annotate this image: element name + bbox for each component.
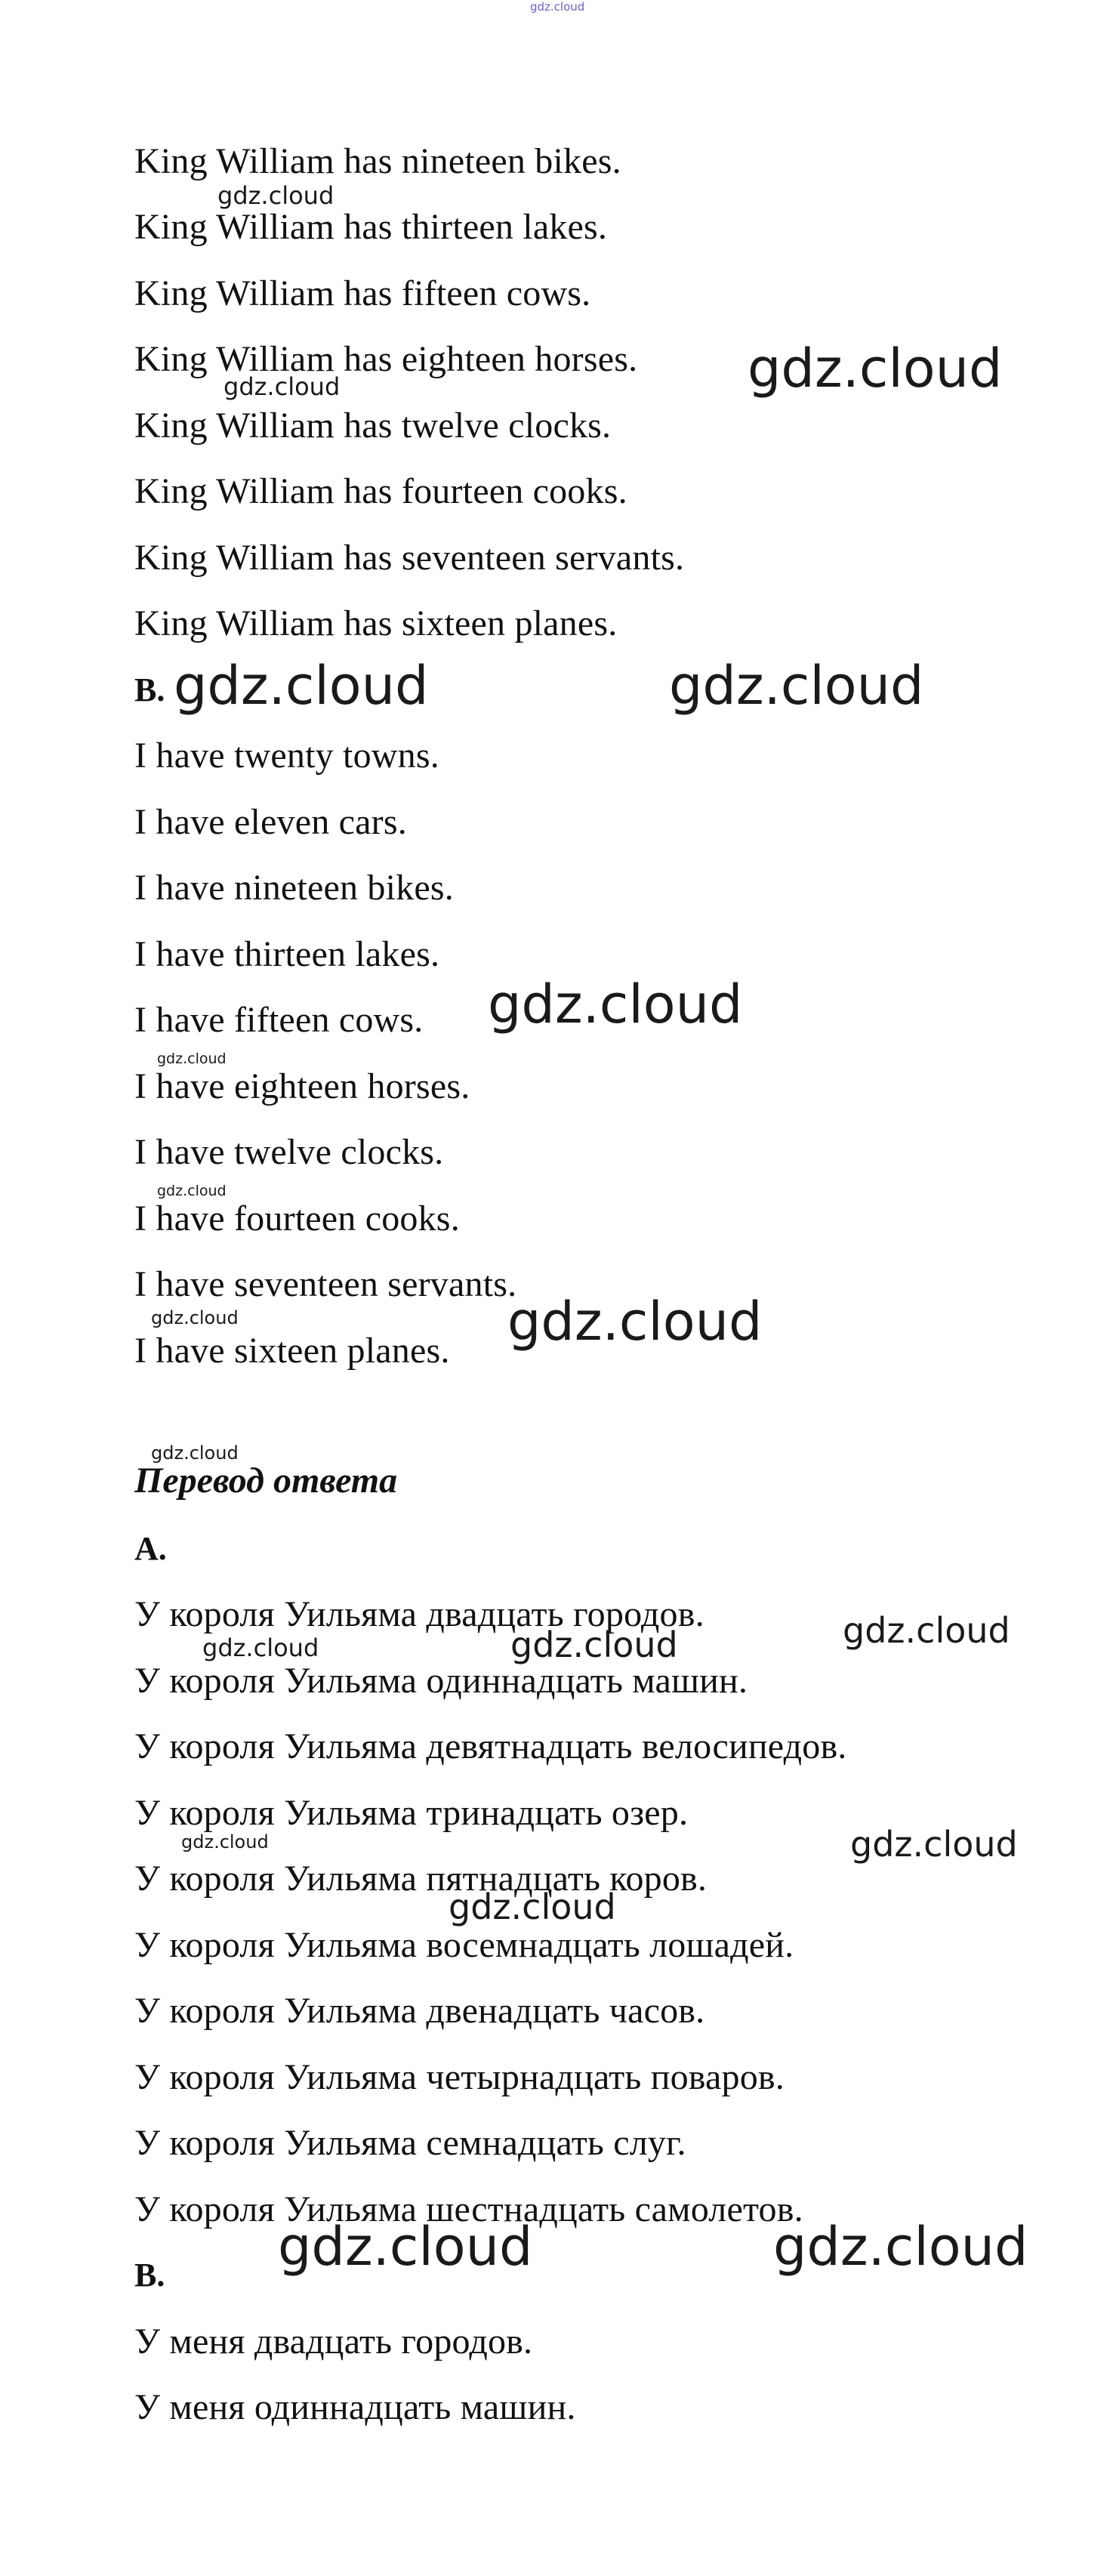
sentence-line: I have nineteen bikes. (134, 868, 454, 908)
watermark: gdz.cloud (157, 1050, 227, 1067)
sentence-line: King William has nineteen bikes. (134, 141, 621, 181)
watermark: gdz.cloud (449, 1886, 616, 1927)
translation-line: У короля Уильяма пятнадцать коров. (134, 1859, 708, 1899)
sentence-line: I have twelve clocks. (134, 1132, 444, 1172)
translation-title: Перевод ответа (134, 1461, 398, 1501)
sentence-line: King William has seventeen servants. (134, 538, 685, 578)
watermark: gdz.cloud (278, 2216, 533, 2278)
watermark: gdz.cloud (217, 181, 335, 210)
translation-line: У короля Уильяма одиннадцать машин. (134, 1661, 748, 1701)
translation-line: У меня одиннадцать машин. (134, 2387, 576, 2427)
sentence-line: I have thirteen lakes. (134, 934, 440, 974)
translation-line: У меня двадцать городов. (134, 2321, 533, 2362)
translation-line: У короля Уильяма двадцать городов. (134, 1594, 704, 1634)
translation-a-heading: A. (134, 1530, 167, 1567)
translation-line: У короля Уильяма двенадцать часов. (134, 1991, 705, 2031)
sentence-line: King William has eighteen horses. (134, 339, 638, 379)
watermark: gdz.cloud (174, 655, 429, 717)
watermark: gdz.cloud (748, 338, 1003, 400)
watermark: gdz.cloud (151, 1442, 239, 1464)
translation-line: У короля Уильяма четырнадцать поваров. (134, 2057, 785, 2097)
watermark: gdz.cloud (488, 973, 743, 1035)
watermark: gdz.cloud (151, 1307, 239, 1328)
watermark: gdz.cloud (773, 2216, 1028, 2278)
watermark: gdz.cloud (157, 1183, 227, 1199)
sentence-line: King William has thirteen lakes. (134, 207, 608, 247)
sentence-line: King William has sixteen planes. (134, 603, 618, 643)
watermark: gdz.cloud (507, 1291, 763, 1353)
translation-line: У короля Уильяма семнадцать слуг. (134, 2123, 686, 2163)
sentence-line: I have eighteen horses. (134, 1066, 470, 1106)
watermark: gdz.cloud (202, 1634, 319, 1662)
translation-line: У короля Уильяма тринадцать озер. (134, 1793, 689, 1833)
sentence-line: King William has fifteen cows. (134, 273, 591, 313)
sentence-line: King William has fourteen cooks. (134, 471, 627, 511)
sentence-line: I have sixteen planes. (134, 1331, 450, 1371)
watermark: gdz.cloud (843, 1610, 1010, 1651)
section-b-heading: B. (134, 671, 165, 708)
watermark: gdz.cloud (530, 0, 585, 14)
watermark: gdz.cloud (850, 1824, 1018, 1865)
sentence-line: I have twenty towns. (134, 736, 439, 776)
sentence-line: I have seventeen servants. (134, 1264, 517, 1304)
translation-line: У короля Уильяма девятнадцать велосипедов. (134, 1726, 847, 1766)
watermark: gdz.cloud (510, 1624, 678, 1665)
sentence-line: I have fifteen cows. (134, 1000, 424, 1040)
watermark: gdz.cloud (669, 655, 924, 717)
watermark: gdz.cloud (181, 1831, 269, 1853)
sentence-line: King William has twelve clocks. (134, 406, 612, 446)
watermark: gdz.cloud (224, 372, 341, 401)
translation-b-heading: B. (134, 2257, 165, 2294)
translation-line: У короля Уильяма шестнадцать самолетов. (134, 2189, 803, 2229)
sentence-line: I have eleven cars. (134, 802, 407, 842)
sentence-line: I have fourteen cooks. (134, 1199, 460, 1239)
translation-line: У короля Уильяма восемнадцать лошадей. (134, 1925, 794, 1965)
